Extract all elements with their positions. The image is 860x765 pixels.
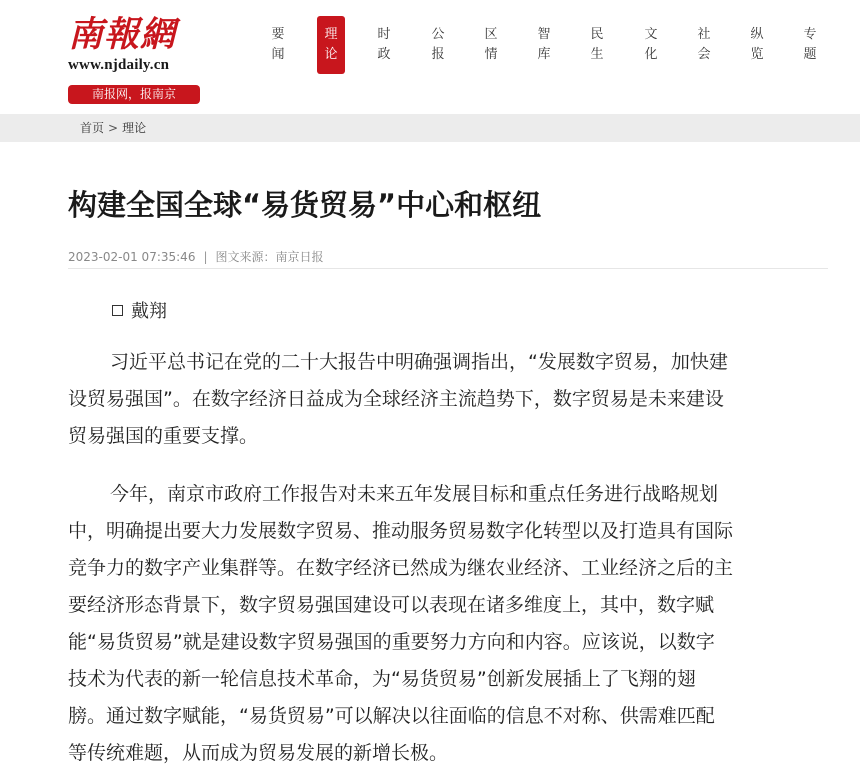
breadcrumb-separator: > bbox=[108, 121, 119, 135]
nav-item[interactable] bbox=[477, 16, 505, 74]
article-meta bbox=[68, 248, 828, 266]
logo-mark: 南報網 bbox=[68, 14, 177, 55]
nav-item-char-bottom: 报 bbox=[431, 47, 445, 62]
title-divider bbox=[68, 268, 828, 269]
nav-item-char-top: 民 bbox=[590, 27, 604, 42]
author-name: 戴翔 bbox=[131, 301, 167, 322]
nav-item-char-bottom: 闻 bbox=[271, 47, 285, 62]
paragraph-line: 今年，南京市政府工作报告对未来五年发展目标和重点任务进行战略规划 bbox=[110, 483, 719, 505]
nav-item-char-bottom: 情 bbox=[484, 47, 498, 62]
article-paragraph bbox=[68, 344, 838, 455]
nav-item-char-bottom: 政 bbox=[377, 47, 391, 62]
logo-url: www.njdaily.cn bbox=[68, 57, 170, 73]
nav-item-char-bottom: 览 bbox=[750, 47, 764, 62]
nav-item-char-bottom: 化 bbox=[644, 47, 658, 62]
nav-item[interactable] bbox=[530, 16, 558, 74]
site-slogan: 南报网，报南京 bbox=[68, 85, 200, 104]
nav-item-char-top: 区 bbox=[484, 27, 498, 42]
paragraph-line: 技术为代表的新一轮信息技术革命，为“易货贸易”创新发展插上了飞翔的翅 bbox=[68, 668, 696, 690]
nav-item[interactable] bbox=[317, 16, 345, 74]
nav-item[interactable] bbox=[796, 16, 824, 74]
nav-item-char-top: 智 bbox=[537, 27, 551, 42]
nav-item-char-bottom: 会 bbox=[697, 47, 711, 62]
paragraph-line: 设贸易强国”。在数字经济日益成为全球经济主流趋势下，数字贸易是未来建设 bbox=[68, 388, 724, 410]
nav-item-char-top: 专 bbox=[803, 27, 817, 42]
paragraph-line: 等传统难题，从而成为贸易发展的新增长极。 bbox=[68, 742, 449, 764]
nav-item[interactable] bbox=[637, 16, 665, 74]
paragraph-line: 贸易强国的重要支撑。 bbox=[68, 425, 259, 447]
breadcrumb bbox=[80, 114, 146, 142]
main-nav bbox=[264, 16, 844, 74]
paragraph-line: 能“易货贸易”就是建设数字贸易强国的重要努力方向和内容。应该说，以数字 bbox=[68, 631, 715, 653]
site-logo[interactable] bbox=[68, 14, 208, 74]
nav-item-char-top: 纵 bbox=[750, 27, 764, 42]
nav-item[interactable] bbox=[424, 16, 452, 74]
nav-item-char-bottom: 生 bbox=[590, 47, 604, 62]
paragraph-line: 竞争力的数字产业集群等。在数字经济已然成为继农业经济、工业经济之后的主 bbox=[68, 557, 734, 579]
nav-item[interactable] bbox=[583, 16, 611, 74]
square-bullet-icon bbox=[112, 305, 123, 316]
nav-item[interactable] bbox=[264, 16, 292, 74]
nav-item-char-top: 文 bbox=[644, 27, 658, 42]
nav-item-char-bottom: 库 bbox=[537, 47, 551, 62]
site-header bbox=[0, 0, 860, 112]
nav-item-char-top: 要 bbox=[271, 27, 285, 42]
article-body bbox=[68, 344, 838, 765]
nav-item-char-top: 社 bbox=[697, 27, 711, 42]
paragraph-line: 习近平总书记在党的二十大报告中明确强调指出，“发展数字贸易，加快建 bbox=[110, 351, 728, 373]
paragraph-line: 要经济形态背景下，数字贸易强国建设可以表现在诸多维度上，其中，数字赋 bbox=[68, 594, 715, 616]
article-datetime: 2023-02-01 07:35:46 bbox=[68, 250, 196, 264]
breadcrumb-bar bbox=[0, 114, 860, 142]
nav-item-char-bottom: 论 bbox=[324, 47, 338, 62]
breadcrumb-home-link[interactable]: 首页 bbox=[80, 121, 105, 135]
article-paragraph bbox=[68, 476, 838, 765]
nav-item[interactable] bbox=[743, 16, 771, 74]
nav-item-char-top: 时 bbox=[377, 27, 391, 42]
article-title: 构建全国全球“易货贸易”中心和枢纽 bbox=[68, 188, 542, 222]
article-source: 图文来源：南京日报 bbox=[215, 250, 324, 264]
breadcrumb-current-link[interactable]: 理论 bbox=[122, 121, 147, 135]
nav-item[interactable] bbox=[690, 16, 718, 74]
nav-item[interactable] bbox=[370, 16, 398, 74]
article-author bbox=[112, 298, 167, 326]
paragraph-line: 中，明确提出要大力发展数字贸易、推动服务贸易数字化转型以及打造具有国际 bbox=[68, 520, 734, 542]
paragraph-line: 膀。通过数字赋能，“易货贸易”可以解决以往面临的信息不对称、供需难匹配 bbox=[68, 705, 715, 727]
nav-item-char-top: 公 bbox=[431, 27, 445, 42]
meta-separator: | bbox=[203, 250, 208, 264]
nav-item-char-bottom: 题 bbox=[803, 47, 817, 62]
nav-item-char-top: 理 bbox=[324, 27, 338, 42]
